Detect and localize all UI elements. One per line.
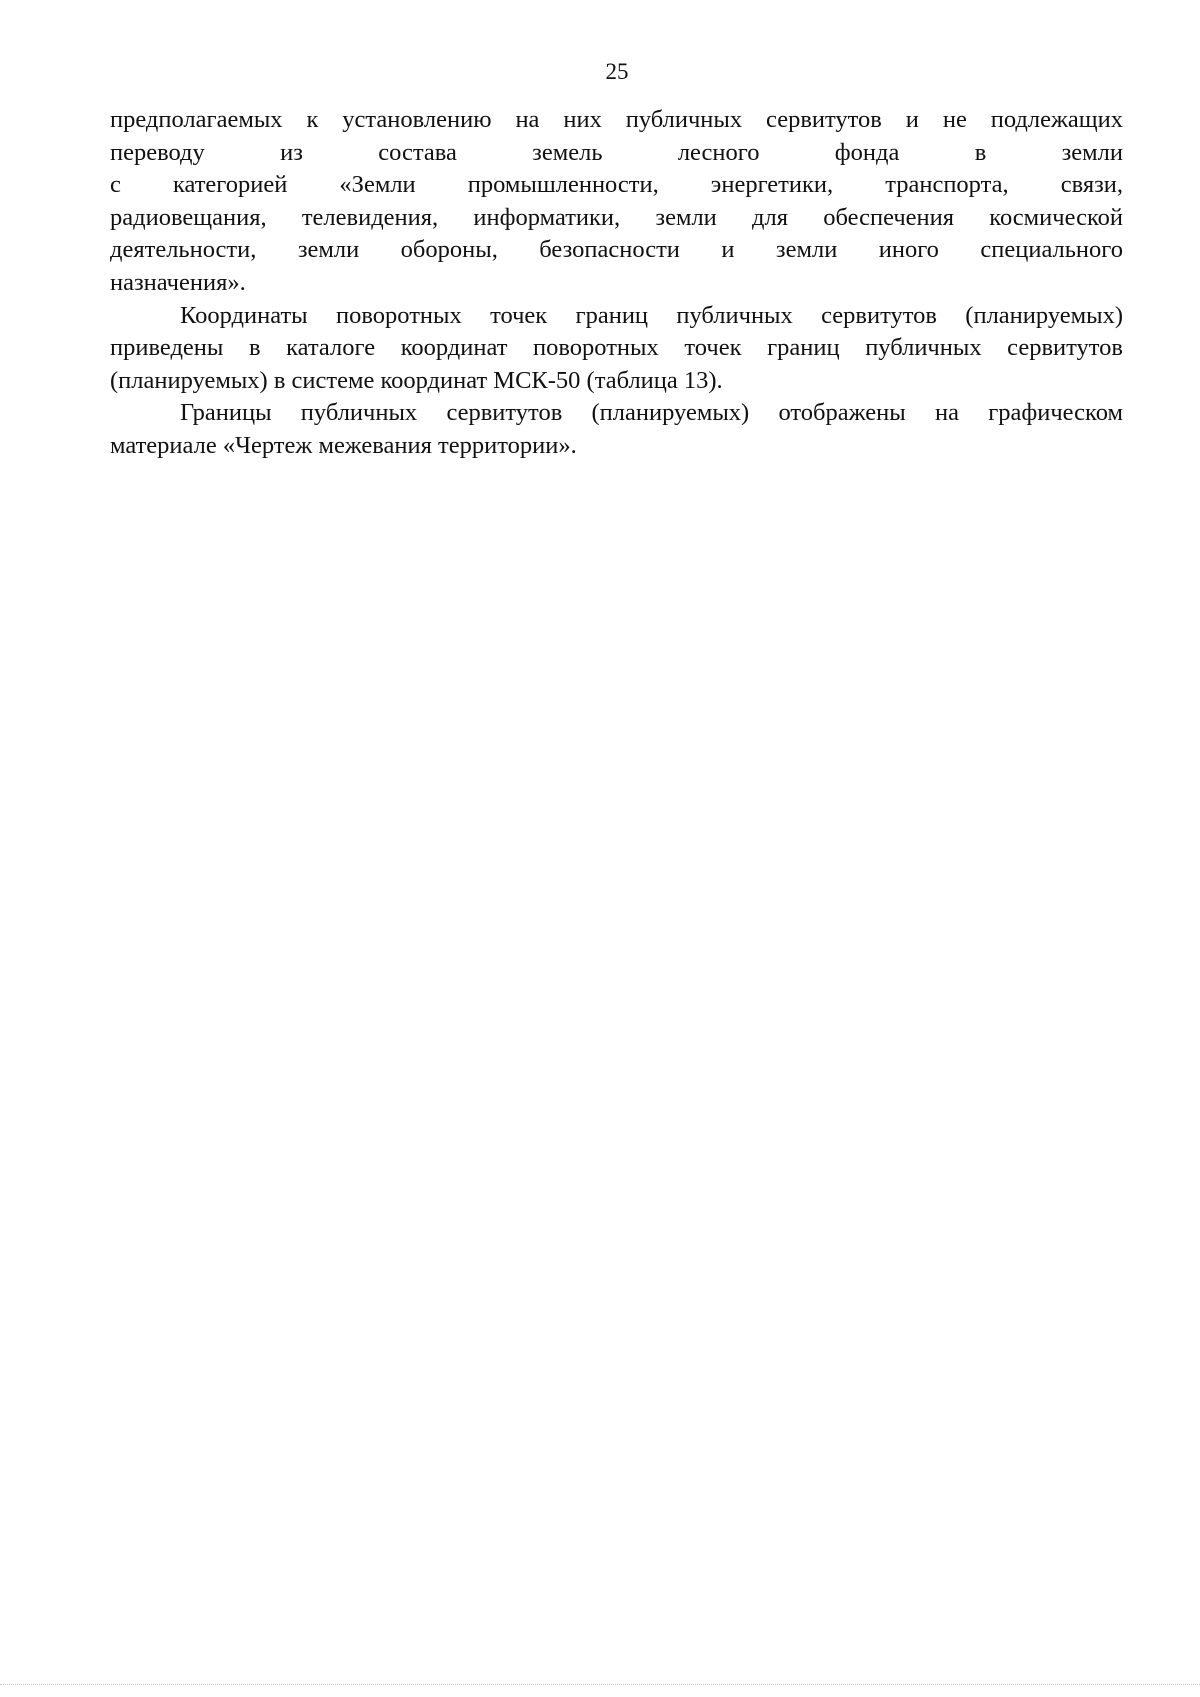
text-line: радиовещания, телевидения, информатики, земли для обеспечения космической [110, 203, 1123, 231]
text-line: предполагаемых к установлению на них публичных сервитутов и не подлежащих [110, 106, 1123, 133]
text-line: назначения». [110, 268, 246, 296]
scan-edge-divider [0, 1684, 1200, 1685]
paragraph-1 [110, 104, 1123, 300]
text-line: приведены в каталоге координат поворотных точек границ публичных сервитутов [110, 334, 1123, 362]
text-line: (планируемых) в системе координат МСК-50 (таблица 13). [110, 366, 723, 394]
text-line: переводу из состава земель лесного фонда в земли [110, 138, 1123, 166]
paragraph-2 [110, 300, 1123, 398]
text-line: с категорией «Земли промышленности, энергетики, транспорта, связи, [110, 171, 1123, 199]
paragraph-3 [110, 397, 1123, 462]
text-line: деятельности, земли обороны, безопасности и земли иного специального [110, 236, 1123, 264]
text-line: Границы публичных сервитутов (планируемых) отображены на графическом [180, 399, 1123, 427]
page-number: 25 [605, 59, 629, 84]
text-line: Координаты поворотных точек границ публичных сервитутов (планируемых) [180, 301, 1123, 329]
text-line: материале «Чертеж межевания территории». [110, 431, 577, 459]
body-text [110, 104, 1123, 463]
